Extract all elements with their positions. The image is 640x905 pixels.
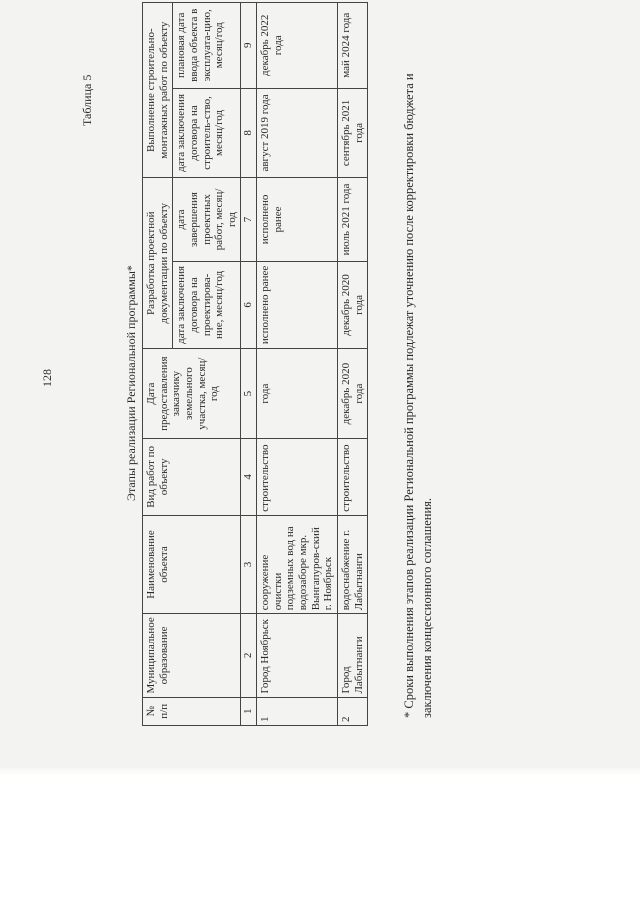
row-construction-contract: сентябрь 2021 года: [337, 88, 367, 178]
row-design-end: исполнено ранее: [257, 178, 338, 261]
column-number: 5: [241, 349, 257, 439]
header-construction-contract: дата заключения договора на строитель-ство, месяц/год: [173, 88, 241, 178]
header-commissioning: плановая дата ввода объекта в эксплуата-цию, месяц/год: [173, 3, 241, 89]
row-commissioning: май 2024 года: [337, 3, 367, 89]
row-object-name: водоснабжение г. Лабытнанги: [337, 515, 367, 614]
row-work-type: строительство: [257, 439, 338, 516]
column-number: 7: [241, 178, 257, 261]
row-object-name: сооружение очистки подземных вод на водозаборе мкр. Вынгапуров-ский г. Ноябрьск: [257, 515, 338, 614]
column-number: 3: [241, 515, 257, 614]
header-num: № п/п: [143, 697, 241, 725]
table-caption: Этапы реализации Региональной программы*: [124, 265, 138, 501]
header-work-type: Вид работ по объекту: [143, 439, 241, 516]
row-municipality: Город Ноябрьск: [257, 614, 338, 697]
column-number: 1: [241, 697, 257, 725]
header-construction-group: Выполнение строительно-монтажных работ по объекту: [143, 3, 173, 178]
header-design-contract: дата заключения договора на проектирова-ние, месяц/год: [173, 261, 241, 349]
row-land-date: года: [257, 349, 338, 439]
column-number: 4: [241, 439, 257, 516]
row-num: 1: [257, 697, 338, 725]
table-row: [257, 3, 338, 726]
row-design-contract: исполнено ранее: [257, 261, 338, 349]
table-row: [337, 3, 367, 726]
header-design-group: Разработка проектной документации по объекту: [143, 178, 173, 349]
column-number: 9: [241, 3, 257, 89]
column-number: 8: [241, 88, 257, 178]
table-label: Таблица 5: [80, 74, 94, 126]
scan-margin: [0, 768, 640, 905]
page-number: 128: [40, 369, 54, 387]
row-design-contract: декабрь 2020 года: [337, 261, 367, 349]
header-design-end: дата завершения проектных работ, месяц/год: [173, 178, 241, 261]
row-design-end: июль 2021 года: [337, 178, 367, 261]
stages-table: [142, 2, 368, 726]
column-number: 6: [241, 261, 257, 349]
row-work-type: строительство: [337, 439, 367, 516]
row-land-date: декабрь 2020 года: [337, 349, 367, 439]
header-municipality: Муниципальное образование: [143, 614, 241, 697]
column-number: 2: [241, 614, 257, 697]
column-numbers-row: [241, 3, 257, 726]
footnote: * Сроки выполнения этапов реализации Региональной программы подлежат уточнению после корректировки бюджета и заключения концессионного соглашения.: [402, 73, 435, 718]
row-municipality: Город Лабытнанги: [337, 614, 367, 697]
header-object-name: Наименование объекта: [143, 515, 241, 614]
header-row: [143, 3, 173, 726]
header-land-date: Дата предоставления заказчику земельного участка, месяц/год: [143, 349, 241, 439]
row-num: 2: [337, 697, 367, 725]
row-commissioning: декабрь 2022 года: [257, 3, 338, 89]
row-construction-contract: август 2019 года: [257, 88, 338, 178]
